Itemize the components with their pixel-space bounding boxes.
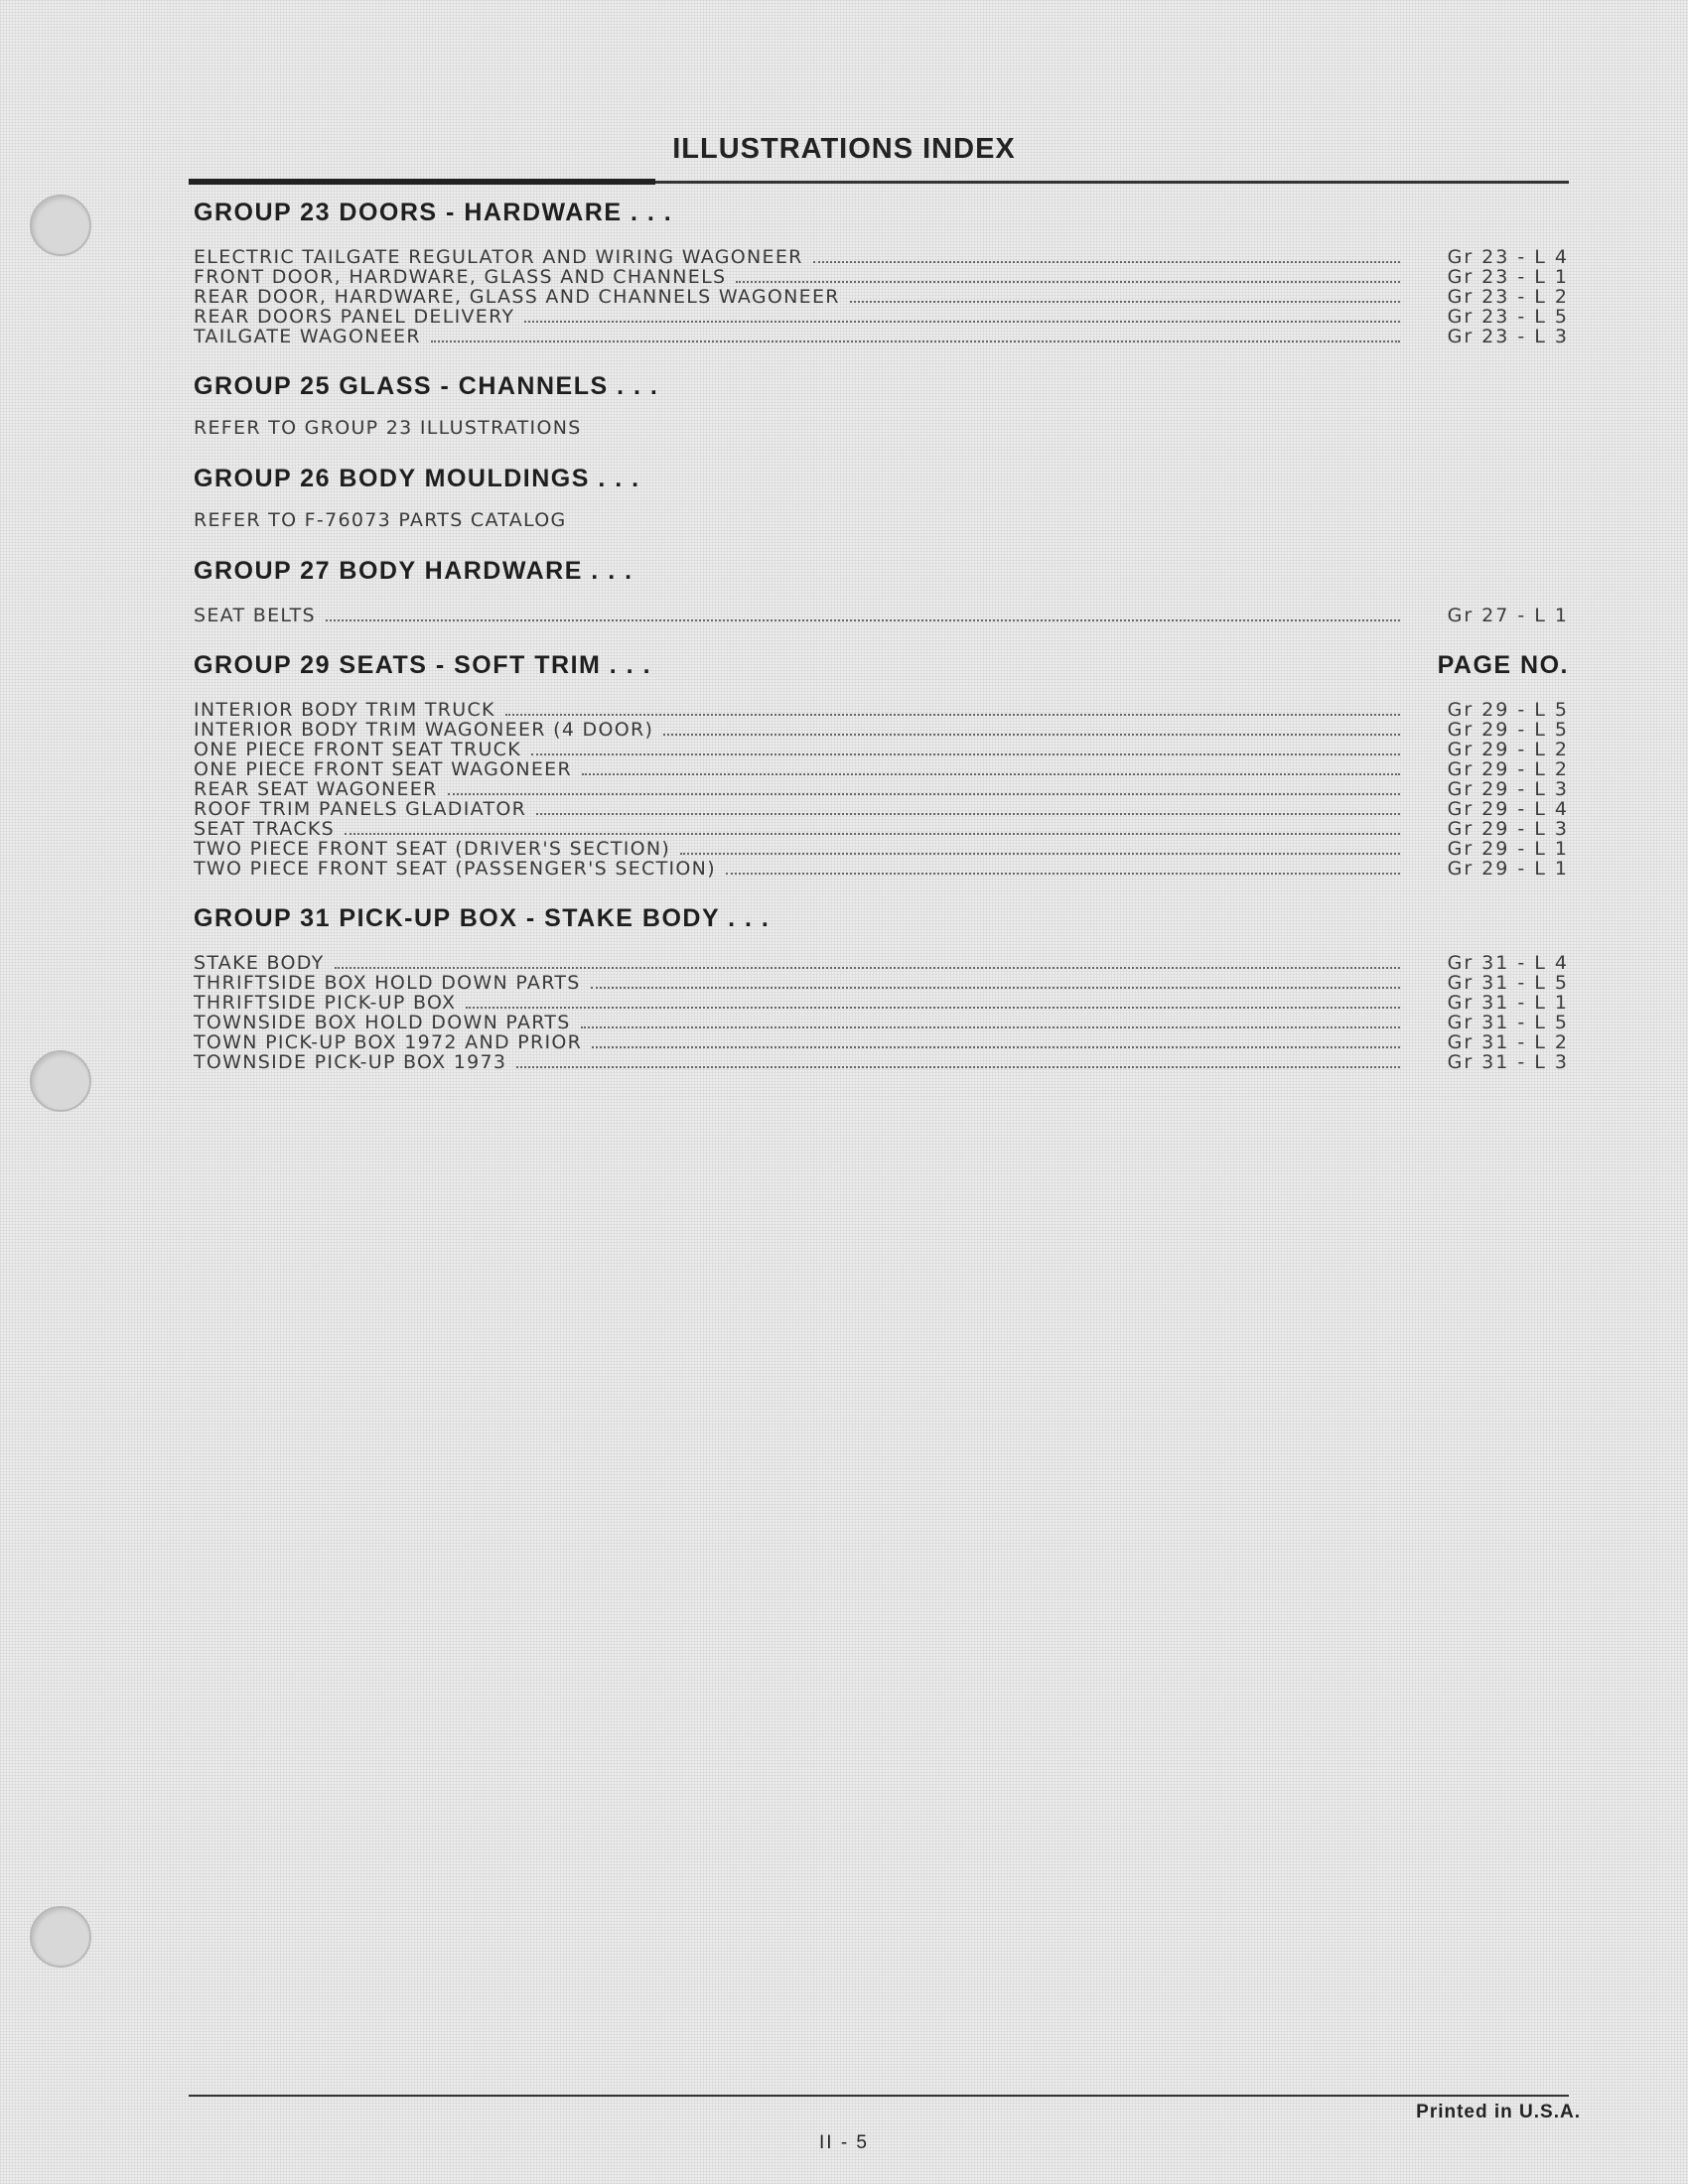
group-heading <box>194 904 1569 933</box>
entry-label: REAR DOORS PANEL DELIVERY <box>194 306 515 328</box>
entry-page-ref: Gr 31 - L 4 <box>1447 952 1569 974</box>
index-entry <box>194 1013 1569 1032</box>
index-entry <box>194 799 1569 819</box>
dot-leader <box>581 1026 1400 1028</box>
index-entry <box>194 819 1569 839</box>
dot-leader <box>448 793 1400 795</box>
dot-leader <box>431 341 1400 342</box>
group-heading <box>194 465 1569 493</box>
footer-rule <box>189 2095 1569 2097</box>
entry-page-ref: Gr 23 - L 3 <box>1447 326 1569 347</box>
dot-leader <box>524 321 1400 323</box>
entry-page-ref: Gr 23 - L 5 <box>1447 306 1569 328</box>
entry-page-ref: Gr 29 - L 4 <box>1447 798 1569 820</box>
index-entry <box>194 720 1569 740</box>
dot-leader <box>680 853 1400 855</box>
dot-leader <box>591 987 1400 989</box>
entry-page-ref: Gr 27 - L 1 <box>1447 605 1569 626</box>
index-entry <box>194 287 1569 307</box>
index-entry <box>194 327 1569 346</box>
entry-page-ref: Gr 23 - L 4 <box>1447 246 1569 268</box>
index-content <box>194 199 1569 1082</box>
entry-label: INTERIOR BODY TRIM TRUCK <box>194 699 495 721</box>
page-title: ILLUSTRATIONS INDEX <box>672 133 1016 165</box>
dot-leader <box>536 813 1400 815</box>
dot-leader <box>736 281 1400 283</box>
entry-page-ref: Gr 23 - L 2 <box>1447 286 1569 308</box>
index-entry <box>194 267 1569 287</box>
index-entry <box>194 759 1569 779</box>
entry-label: INTERIOR BODY TRIM WAGONEER (4 DOOR) <box>194 719 654 741</box>
header-rule <box>189 181 1569 184</box>
dot-leader <box>850 301 1400 303</box>
entry-page-ref: Gr 29 - L 5 <box>1447 719 1569 741</box>
group-heading-text: GROUP 23 DOORS - HARDWARE . . . <box>194 199 673 226</box>
index-entry <box>194 859 1569 879</box>
group-heading-text: GROUP 27 BODY HARDWARE . . . <box>194 557 633 585</box>
entry-list <box>194 953 1569 1072</box>
group-heading-text: GROUP 25 GLASS - CHANNELS . . . <box>194 372 659 400</box>
dot-leader <box>345 833 1400 835</box>
dot-leader <box>466 1007 1400 1009</box>
index-entry <box>194 779 1569 799</box>
entry-label: REAR SEAT WAGONEER <box>194 778 438 800</box>
entry-label: TOWNSIDE PICK-UP BOX 1973 <box>194 1051 507 1073</box>
page-no-column-label: PAGE NO. <box>1437 651 1569 679</box>
group-heading <box>194 199 1569 227</box>
entry-page-ref: Gr 29 - L 2 <box>1447 739 1569 760</box>
entry-page-ref: Gr 29 - L 5 <box>1447 699 1569 721</box>
entry-page-ref: Gr 31 - L 2 <box>1447 1031 1569 1053</box>
index-entry <box>194 307 1569 327</box>
entry-page-ref: Gr 29 - L 3 <box>1447 818 1569 840</box>
entry-page-ref: Gr 31 - L 5 <box>1447 1012 1569 1033</box>
group-heading <box>194 372 1569 401</box>
entry-label: ELECTRIC TAILGATE REGULATOR AND WIRING WAGONEER <box>194 246 803 268</box>
dot-leader <box>663 734 1400 736</box>
dot-leader <box>516 1066 1400 1068</box>
dot-leader <box>592 1046 1400 1048</box>
dot-leader <box>326 619 1400 621</box>
group-heading-text: GROUP 29 SEATS - SOFT TRIM . . . <box>194 651 652 679</box>
entry-label: REAR DOOR, HARDWARE, GLASS AND CHANNELS WAGONEER <box>194 286 840 308</box>
index-entry <box>194 839 1569 859</box>
dot-leader <box>335 967 1400 969</box>
entry-label: TWO PIECE FRONT SEAT (PASSENGER'S SECTION) <box>194 858 716 880</box>
index-entry <box>194 953 1569 973</box>
group-heading-text: GROUP 26 BODY MOULDINGS . . . <box>194 465 640 492</box>
entry-label: FRONT DOOR, HARDWARE, GLASS AND CHANNELS <box>194 266 727 288</box>
page-number: II - 5 <box>818 2132 869 2153</box>
index-entry <box>194 1032 1569 1052</box>
entry-label: THRIFTSIDE PICK-UP BOX <box>194 992 457 1014</box>
entry-page-ref: Gr 29 - L 1 <box>1447 838 1569 860</box>
entry-page-ref: Gr 31 - L 5 <box>1447 972 1569 994</box>
entry-page-ref: Gr 31 - L 3 <box>1447 1051 1569 1073</box>
entry-page-ref: Gr 23 - L 1 <box>1447 266 1569 288</box>
group-heading-text: GROUP 31 PICK-UP BOX - STAKE BODY . . . <box>194 904 771 932</box>
entry-label: STAKE BODY <box>194 952 325 974</box>
entry-label: ROOF TRIM PANELS GLADIATOR <box>194 798 527 820</box>
entry-page-ref: Gr 31 - L 1 <box>1447 992 1569 1014</box>
index-entry <box>194 247 1569 267</box>
index-entry <box>194 606 1569 625</box>
entry-label: ONE PIECE FRONT SEAT WAGONEER <box>194 758 572 780</box>
entry-label: SEAT BELTS <box>194 605 316 626</box>
index-entry <box>194 700 1569 720</box>
index-entry <box>194 993 1569 1013</box>
entry-label: SEAT TRACKS <box>194 818 336 840</box>
entry-label: THRIFTSIDE BOX HOLD DOWN PARTS <box>194 972 581 994</box>
entry-page-ref: Gr 29 - L 3 <box>1447 778 1569 800</box>
entry-list <box>194 606 1569 625</box>
binder-hole-middle <box>30 1050 91 1112</box>
dot-leader <box>531 753 1400 755</box>
entry-label: TWO PIECE FRONT SEAT (DRIVER'S SECTION) <box>194 838 671 860</box>
entry-page-ref: Gr 29 - L 1 <box>1447 858 1569 880</box>
entry-page-ref: Gr 29 - L 2 <box>1447 758 1569 780</box>
group-heading <box>194 651 1569 680</box>
index-entry <box>194 1052 1569 1072</box>
group-heading <box>194 557 1569 586</box>
entry-list <box>194 700 1569 879</box>
dot-leader <box>813 261 1400 263</box>
dot-leader <box>505 714 1400 716</box>
entry-label: TAILGATE WAGONEER <box>194 326 421 347</box>
printed-in-label: Printed in U.S.A. <box>1416 2102 1581 2122</box>
entry-list <box>194 247 1569 346</box>
index-entry <box>194 740 1569 759</box>
dot-leader <box>582 773 1400 775</box>
index-entry <box>194 973 1569 993</box>
group-note: REFER TO F-76073 PARTS CATALOG <box>194 509 567 531</box>
dot-leader <box>726 873 1400 875</box>
entry-label: TOWN PICK-UP BOX 1972 AND PRIOR <box>194 1031 583 1053</box>
binder-hole-bottom <box>30 1906 91 1968</box>
entry-label: TOWNSIDE BOX HOLD DOWN PARTS <box>194 1012 571 1033</box>
entry-label: ONE PIECE FRONT SEAT TRUCK <box>194 739 522 760</box>
binder-hole-top <box>30 195 91 256</box>
group-note: REFER TO GROUP 23 ILLUSTRATIONS <box>194 417 582 439</box>
